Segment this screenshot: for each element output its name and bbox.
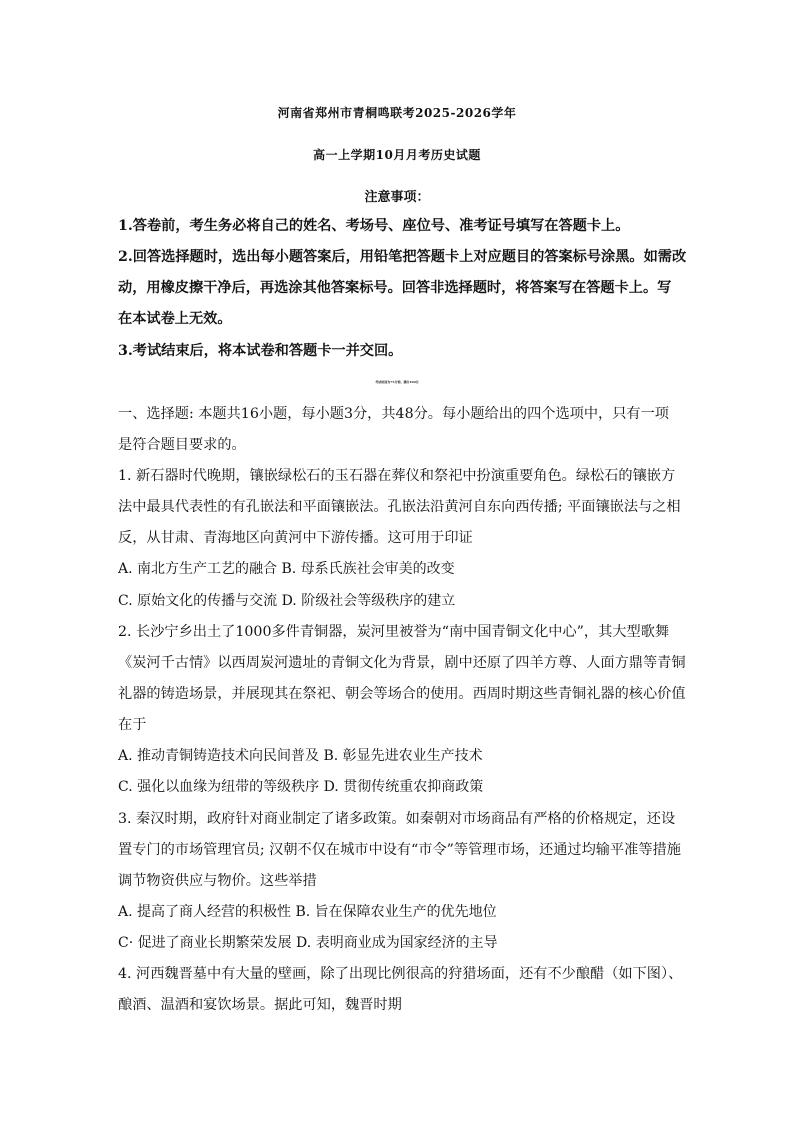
question-2-options-ab: A. 推动青铜铸造技术向民间普及 B. 彰显先进农业生产技术: [118, 748, 483, 764]
question-1-options-ab: A. 南北方生产工艺的融合 B. 母系氏族社会审美的改变: [118, 561, 455, 577]
notice-item-2-cont: 动，用橡皮擦干净后，再选涂其他答案标号。回答非选择题时，将答案写在答题卡上。写: [118, 280, 672, 296]
notice-item-3: 3.考试结束后，将本试卷和答题卡一并交回。: [118, 343, 403, 359]
notice-item-2: 2.回答选择题时，选出每小题答案后，用铅笔把答题卡上对应题目的答案标号涂黑。如需改: [118, 249, 687, 265]
exam-title-line1: 河南省郑州市青桐鸣联考2025-2026学年: [277, 106, 517, 120]
question-4-text: 酿酒、温酒和宴饮场景。据此可知，魏晋时期: [118, 997, 402, 1013]
question-2-text: 在于: [118, 717, 147, 733]
notice-heading: 注意事项：: [364, 190, 430, 205]
notice-item-1: 1.答卷前，考生务必将自己的姓名、考场号、座位号、准考证号填写在答题卡上。: [118, 218, 630, 234]
exam-title-line2: 高一上学期10月月考历史试题: [313, 148, 481, 162]
question-4-text: 4. 河西魏晋墓中有大量的壁画，除了出现比例很高的狩猎场面，还有不少酿醋（如下图）、: [118, 966, 683, 982]
question-2-text: 礼器的铸造场景，并展现其在祭祀、朝会等场合的使用。西周时期这些青铜礼器的核心价值: [118, 686, 686, 702]
question-2-text: 2. 长沙宁乡出土了1000多件青铜器，炭河里被誉为“南中国青铜文化中心”，其大型歌舞: [118, 624, 670, 640]
question-3-options-cd: C· 促进了商业长期繁荣发展 D. 表明商业成为国家经济的主导: [118, 935, 498, 951]
section-heading: 一、选择题: 本题共16小题，每小题3分，共48分。每小题给出的四个选项中，只有一项: [118, 406, 669, 422]
question-1-text: 法中最具代表性的有孔嵌法和平面镶嵌法。孔嵌法沿黄河自东向西传播; 平面镶嵌法与之相: [118, 499, 681, 515]
question-2-options-cd: C. 强化以血缘为纽带的等级秩序 D. 贯彻传统重农抑商政策: [118, 779, 484, 795]
section-heading-cont: 是符合题目要求的。: [118, 437, 246, 453]
question-3-text: 3. 秦汉时期，政府针对商业制定了诸多政策。如秦朝对市场商品有严格的价格规定，还设: [118, 811, 676, 827]
question-1-text: 反，从甘肃、青海地区向黄河中下游传播。这可用于印证: [118, 530, 473, 546]
question-3-text: 调节物资供应与物价。这些举措: [118, 873, 317, 889]
question-1-options-cd: C. 原始文化的传播与交流 D. 阶级社会等级秩序的建立: [118, 593, 456, 609]
exam-info: 考试时间为75分钟，满分100分: [375, 380, 419, 384]
question-3-text: 置专门的市场管理官员; 汉朝不仅在城市中设有“市令”等管理市场，还通过均输平准等措施: [118, 842, 681, 858]
notice-item-2-cont: 在本试卷上无效。: [118, 311, 232, 327]
question-1-text: 1. 新石器时代晚期，镶嵌绿松石的玉石器在葬仪和祭祀中扮演重要角色。绿松石的镶嵌方: [118, 468, 676, 484]
question-3-options-ab: A. 提高了商人经营的积极性 B. 旨在保障农业生产的优先地位: [118, 904, 497, 920]
question-2-text: 《炭河千古情》以西周炭河遗址的青铜文化为背景，剧中还原了四羊方尊、人面方鼎等青铜: [118, 655, 686, 671]
